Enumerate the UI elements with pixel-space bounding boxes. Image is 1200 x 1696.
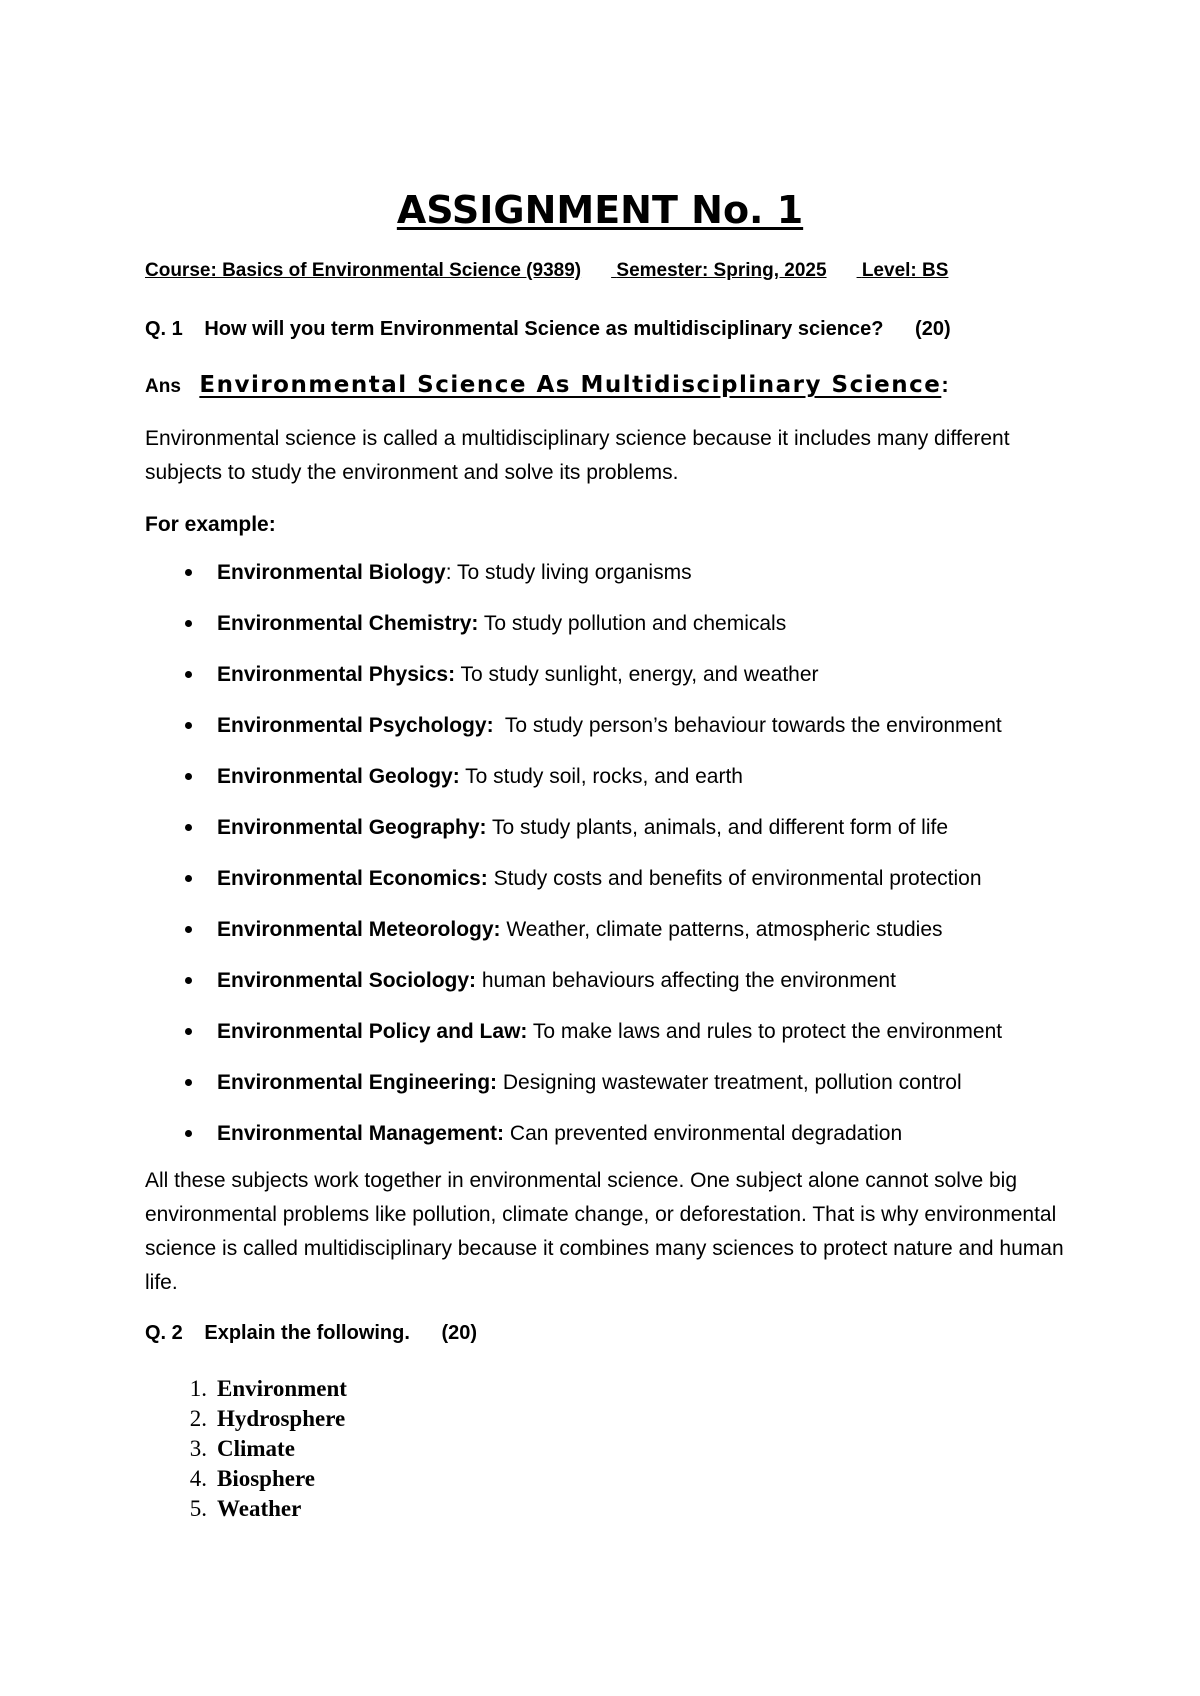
- bullet-icon: [185, 926, 192, 933]
- level-info: Level: BS: [861, 260, 949, 281]
- discipline-description: To study sunlight, energy, and weather: [455, 663, 819, 686]
- discipline-description: To study soil, rocks, and earth: [459, 765, 743, 788]
- assignment-title: ASSIGNMENT No. 1: [396, 188, 804, 232]
- bullet-icon: [185, 620, 192, 627]
- answer-intro-paragraph: Environmental science is called a multidisciplinary science because it includes many different subjects to study the environment and solve its problems.: [145, 427, 1010, 484]
- semester-info: Semester: Spring, 2025: [616, 260, 827, 281]
- list-item: [145, 711, 1002, 762]
- discipline-description: human behaviours affecting the environment: [476, 969, 896, 992]
- question-1: [145, 318, 951, 341]
- question-2-number: Q. 2: [145, 1322, 183, 1344]
- question-2: [145, 1322, 477, 1345]
- term-item: [145, 1374, 347, 1404]
- list-item: [145, 558, 1002, 609]
- discipline-description: Study costs and benefits of environmental protection: [487, 867, 982, 890]
- discipline-term: Environmental Economics:: [217, 867, 488, 890]
- discipline-description: Can prevented environmental degradation: [504, 1122, 903, 1145]
- term-label: Climate: [217, 1436, 295, 1461]
- discipline-description: To study person’s behaviour towards the environment: [493, 714, 1002, 737]
- list-item: [145, 915, 1002, 966]
- question-1-marks: (20): [915, 318, 951, 340]
- bullet-icon: [185, 671, 192, 678]
- discipline-term: Environmental Geography:: [217, 816, 487, 839]
- course-info: Course: Basics of Environmental Science (9389): [145, 260, 582, 281]
- discipline-term: Environmental Sociology:: [217, 969, 477, 992]
- list-item: [145, 660, 1002, 711]
- bullet-icon: [185, 875, 192, 882]
- discipline-description: Weather, climate patterns, atmospheric studies: [500, 918, 943, 941]
- term-label: Environment: [217, 1376, 347, 1401]
- answer-heading-line: [145, 372, 949, 398]
- bullet-icon: [185, 722, 192, 729]
- term-item: [145, 1464, 347, 1494]
- term-item: [145, 1434, 347, 1464]
- term-number: 1.: [189, 1376, 207, 1401]
- example-label: For example:: [145, 513, 276, 536]
- bullet-icon: [185, 773, 192, 780]
- term-item: [145, 1494, 347, 1524]
- discipline-term: Environmental Engineering:: [217, 1071, 498, 1094]
- term-number: 3.: [189, 1436, 207, 1461]
- list-item: [145, 813, 1002, 864]
- term-number: 2.: [189, 1406, 207, 1431]
- question-2-text: Explain the following.: [204, 1322, 410, 1344]
- discipline-description: To study pollution and chemicals: [478, 612, 787, 635]
- bullet-icon: [185, 1028, 192, 1035]
- question-1-text: How will you term Environmental Science as multidisciplinary science?: [204, 318, 884, 340]
- list-item: [145, 762, 1002, 813]
- list-item: [145, 609, 1002, 660]
- course-meta: [145, 260, 978, 282]
- term-label: Hydrosphere: [217, 1406, 346, 1431]
- bullet-icon: [185, 1130, 192, 1137]
- term-label: Biosphere: [217, 1466, 315, 1491]
- discipline-list: [145, 558, 1002, 1170]
- bullet-icon: [185, 977, 192, 984]
- term-number: 4.: [189, 1466, 207, 1491]
- discipline-term: Environmental Psychology:: [217, 714, 494, 737]
- list-item: [145, 864, 1002, 915]
- list-item: [145, 1119, 1002, 1170]
- discipline-term: Environmental Management:: [217, 1122, 505, 1145]
- discipline-term: Environmental Biology: [217, 561, 446, 584]
- question-1-number: Q. 1: [145, 318, 183, 340]
- answer-heading-colon: :: [941, 372, 949, 397]
- discipline-term: Environmental Meteorology:: [217, 918, 501, 941]
- discipline-term: Environmental Physics:: [217, 663, 456, 686]
- list-item: [145, 1068, 1002, 1119]
- term-number: 5.: [189, 1496, 207, 1521]
- question-2-marks: (20): [441, 1322, 478, 1344]
- bullet-icon: [185, 824, 192, 831]
- answer-label: Ans: [145, 376, 181, 397]
- answer-conclusion-paragraph: All these subjects work together in environmental science. One subject alone cannot solve big environmental problems like pollution, climate change, or deforestation. That is why environmental science is called multidisciplinary because it combines many sciences to protect nature and human life.: [145, 1169, 1064, 1294]
- list-item: [145, 966, 1002, 1017]
- discipline-term: Environmental Policy and Law:: [217, 1020, 528, 1043]
- term-label: Weather: [217, 1496, 302, 1521]
- terms-list: [145, 1374, 347, 1524]
- discipline-description: To make laws and rules to protect the environment: [527, 1020, 1003, 1043]
- discipline-description: To study plants, animals, and different form of life: [486, 816, 949, 839]
- discipline-description: : To study living organisms: [445, 561, 692, 584]
- discipline-term: Environmental Geology:: [217, 765, 460, 788]
- bullet-icon: [185, 569, 192, 576]
- discipline-term: Environmental Chemistry:: [217, 612, 479, 635]
- bullet-icon: [185, 1079, 192, 1086]
- list-item: [145, 1017, 1002, 1068]
- answer-heading: Environmental Science As Multidisciplinary Science: [199, 372, 942, 398]
- term-item: [145, 1404, 347, 1434]
- discipline-description: Designing wastewater treatment, pollution control: [497, 1071, 962, 1094]
